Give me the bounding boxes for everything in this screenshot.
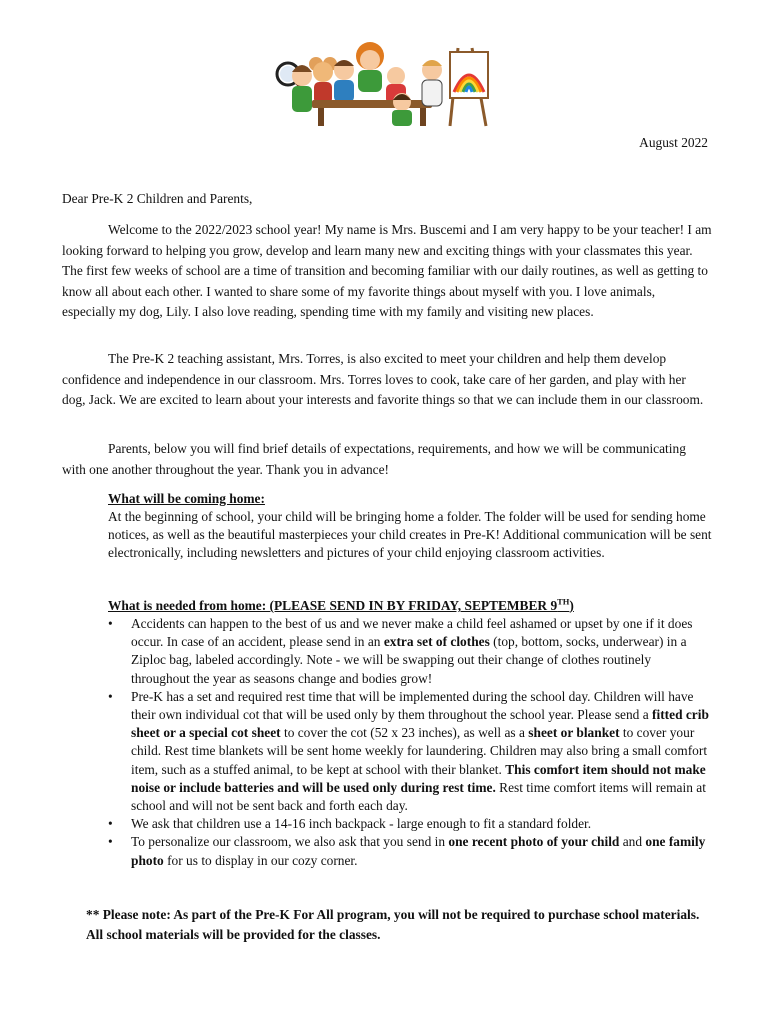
assistant-paragraph bbox=[62, 349, 712, 411]
coming-home-title: What will be coming home: bbox=[108, 491, 265, 506]
item-text: for us to display in our cozy corner. bbox=[163, 852, 358, 868]
item-text: and bbox=[619, 834, 646, 850]
letter-date: August 2022 bbox=[639, 135, 708, 150]
bullet-icon: • bbox=[108, 688, 113, 704]
from-home-title: What is needed from home: (PLEASE SEND IN BY FRIDAY, SEPTEMBER 9 bbox=[108, 598, 558, 613]
from-home-section bbox=[86, 597, 712, 870]
item-text: To personalize our classroom, we also ask that you send in bbox=[131, 834, 449, 850]
coming-home-body: At the beginning of school, your child will be bringing home a folder. The folder will be used for sending home notices, as well as the beautiful masterpieces your child creates in Pre-K! Additional communication will be sent electronically, including newsletters and pictures of your child enjoying classroom activities. bbox=[108, 509, 712, 561]
item-text: to cover the cot (52 x 23 inches), as well as a bbox=[280, 725, 529, 741]
from-home-list bbox=[86, 615, 712, 870]
from-home-title-end: ) bbox=[569, 598, 574, 613]
welcome-paragraph-text: Welcome to the 2022/2023 school year! My name is Mrs. Buscemi and I am very happy to be your teacher! I am looking forward to helping you grow, develop and learn many new and exciting things with your classmates this year. The first few weeks of school are a time of transition and becoming familiar with our daily routines, as well as getting to know all about each other. I wanted to share some of my favorite things about myself with you. I love animals, especially my dog, Lily. I also love reading, spending time with my family and visiting new places. bbox=[62, 222, 712, 319]
kids-clipart-image bbox=[272, 40, 494, 128]
item-bold-text: fitted crib sheet or a special cot sheet bbox=[131, 707, 709, 741]
item-bold-text: extra set of clothes bbox=[383, 634, 490, 650]
list-item bbox=[86, 833, 712, 869]
assistant-paragraph-text: The Pre-K 2 teaching assistant, Mrs. Torres, is also excited to meet your children and help them develop confidence and independence in our classroom. Mrs. Torres loves to cook, take care of her garden, and play with her dog, Jack. We are excited to learn about your interests and favorite things so that we can include them in our classroom. bbox=[62, 351, 704, 407]
item-bold-text: one family photo bbox=[131, 834, 706, 868]
item-text: (top, bottom, socks, underwear) in a Ziploc bag, labeled accordingly. Note - we will be swapping out their change of clothes routinely throughout the year as seasons change and bodies grow! bbox=[131, 634, 687, 686]
bullet-icon: • bbox=[108, 616, 113, 631]
list-item bbox=[86, 815, 712, 833]
expectations-paragraph-text: Parents, below you will find brief details of expectations, requirements, and how we will be communicating with one another throughout the year. Thank you in advance! bbox=[62, 441, 686, 477]
list-item bbox=[86, 688, 712, 815]
bullet-icon: • bbox=[108, 816, 113, 832]
item-bold-text: This comfort item should not make noise or include batteries and will be used only during rest time. bbox=[131, 761, 706, 795]
item-text: to cover your child. Rest time blankets will be sent home weekly for laundering. Children may also bring a small comfort item, such as a stuffed animal, to be kept at school with their blanket. bbox=[131, 725, 708, 777]
from-home-heading bbox=[86, 597, 712, 615]
materials-note: ** Please note: As part of the Pre-K For All program, you will not be required to purchase school materials. All school materials will be provided for the classes. bbox=[86, 907, 700, 942]
item-bold-text: sheet or blanket bbox=[528, 725, 620, 741]
list-item bbox=[86, 615, 712, 688]
letter-salutation: Dear Pre-K 2 Children and Parents, bbox=[62, 191, 253, 206]
item-text: Pre-K has a set and required rest time that will be implemented during the school day. Children will have their own individual cot that will be used only by them throughout the school year. Please send a bbox=[131, 688, 694, 723]
bullet-icon: • bbox=[108, 834, 113, 850]
expectations-paragraph bbox=[62, 439, 712, 480]
item-bold-text: one recent photo of your child bbox=[448, 834, 620, 850]
item-text: We ask that children use a 14-16 inch backpack - large enough to fit a standard folder. bbox=[131, 816, 592, 832]
item-text: Accidents can happen to the best of us and we never make a child feel ashamed or upset by one if it does occur. In case of an accident, please send in an bbox=[131, 616, 693, 650]
coming-home-heading bbox=[86, 490, 712, 508]
coming-home-section bbox=[86, 490, 712, 563]
welcome-paragraph bbox=[62, 220, 712, 323]
from-home-title-superscript: TH bbox=[557, 596, 570, 607]
item-text: Rest time comfort items will remain at school and will not be sent back and forth each day. bbox=[131, 779, 706, 814]
